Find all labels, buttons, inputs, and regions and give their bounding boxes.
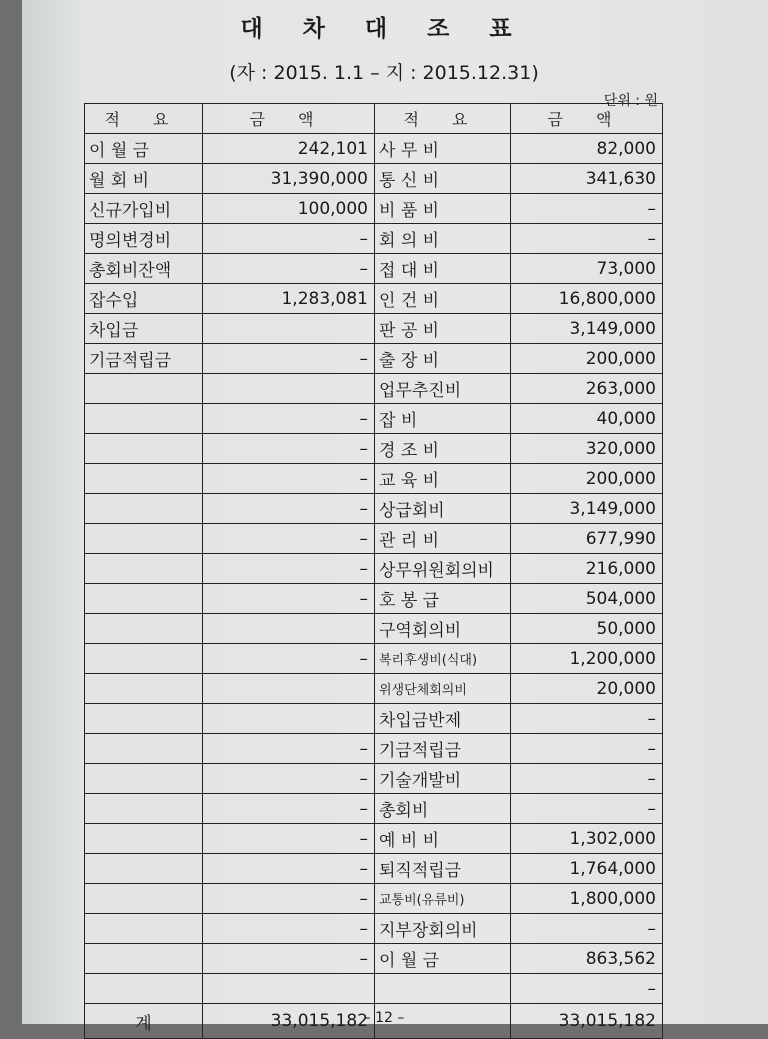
left-amount-cell: 100,000	[203, 194, 375, 224]
right-amount-cell: 82,000	[511, 134, 663, 164]
right-amount-cell: –	[511, 704, 663, 734]
right-desc-cell: 위생단체회의비	[375, 674, 511, 704]
left-desc-cell	[85, 494, 203, 524]
left-desc-cell	[85, 524, 203, 554]
unit-label: 단위 : 원	[603, 93, 658, 109]
right-desc-cell: 판 공 비	[375, 314, 511, 344]
left-amount-cell: –	[203, 404, 375, 434]
right-desc-cell: 출 장 비	[375, 344, 511, 374]
right-desc-cell: 지부장회의비	[375, 914, 511, 944]
table-row	[85, 644, 663, 674]
left-amount-cell: –	[203, 794, 375, 824]
right-amount-cell: 200,000	[511, 344, 663, 374]
left-amount-cell: 242,101	[203, 134, 375, 164]
right-amount-cell: 3,149,000	[511, 314, 663, 344]
left-desc-cell	[85, 824, 203, 854]
left-amount-cell: –	[203, 554, 375, 584]
left-amount-cell	[203, 374, 375, 404]
left-amount-cell: –	[203, 944, 375, 974]
left-amount-cell: –	[203, 254, 375, 284]
left-amount-cell: –	[203, 734, 375, 764]
right-desc-cell: 잡 비	[375, 404, 511, 434]
page-number: – 12 –	[363, 1010, 405, 1026]
right-amount-cell: 20,000	[511, 674, 663, 704]
header-right-desc: 적 요	[375, 104, 511, 134]
left-desc-cell	[85, 734, 203, 764]
right-amount-cell: 1,764,000	[511, 854, 663, 884]
left-desc-cell	[85, 614, 203, 644]
right-amount-cell: –	[511, 224, 663, 254]
left-amount-cell	[203, 974, 375, 1004]
table-row	[85, 884, 663, 914]
left-desc-cell	[85, 674, 203, 704]
table-row	[85, 134, 663, 164]
document-title: 대 차 대 조 표	[240, 16, 528, 42]
right-desc-cell: 상무위원회의비	[375, 554, 511, 584]
right-amount-cell: 263,000	[511, 374, 663, 404]
right-desc-cell: 복리후생비(식대)	[375, 644, 511, 674]
table-row	[85, 314, 663, 344]
ledger-body	[85, 134, 663, 1004]
right-amount-cell: 50,000	[511, 614, 663, 644]
right-amount-cell: 3,149,000	[511, 494, 663, 524]
table-row	[85, 224, 663, 254]
left-amount-cell: –	[203, 854, 375, 884]
table-row	[85, 284, 663, 314]
right-amount-cell: 677,990	[511, 524, 663, 554]
right-desc-cell: 경 조 비	[375, 434, 511, 464]
table-row	[85, 974, 663, 1004]
left-desc-cell	[85, 764, 203, 794]
right-amount-cell: 863,562	[511, 944, 663, 974]
right-desc-cell: 업무추진비	[375, 374, 511, 404]
left-amount-cell	[203, 674, 375, 704]
right-desc-cell: 회 의 비	[375, 224, 511, 254]
table-row	[85, 404, 663, 434]
table-row	[85, 494, 663, 524]
right-amount-cell: 341,630	[511, 164, 663, 194]
left-desc-cell	[85, 944, 203, 974]
right-desc-cell: 기금적립금	[375, 734, 511, 764]
left-desc-cell: 차입금	[85, 314, 203, 344]
right-desc-cell: 퇴직적립금	[375, 854, 511, 884]
left-amount-cell: –	[203, 344, 375, 374]
left-desc-cell	[85, 644, 203, 674]
balance-sheet-table	[84, 103, 663, 1039]
total-left-amount: 33,015,182	[203, 1004, 375, 1039]
left-desc-cell: 잡수입	[85, 284, 203, 314]
right-desc-cell: 교 육 비	[375, 464, 511, 494]
right-desc-cell: 예 비 비	[375, 824, 511, 854]
left-desc-cell	[85, 554, 203, 584]
table-row	[85, 554, 663, 584]
left-desc-cell: 총회비잔액	[85, 254, 203, 284]
right-amount-cell: –	[511, 914, 663, 944]
right-desc-cell: 호 봉 급	[375, 584, 511, 614]
table-row	[85, 464, 663, 494]
table-row	[85, 854, 663, 884]
left-desc-cell	[85, 374, 203, 404]
left-desc-cell	[85, 794, 203, 824]
table-row	[85, 704, 663, 734]
left-desc-cell: 명의변경비	[85, 224, 203, 254]
left-amount-cell: –	[203, 644, 375, 674]
total-right-amount: 33,015,182	[511, 1004, 663, 1039]
table-row	[85, 794, 663, 824]
right-desc-cell: 접 대 비	[375, 254, 511, 284]
right-amount-cell: –	[511, 794, 663, 824]
right-desc-cell: 비 품 비	[375, 194, 511, 224]
right-amount-cell: –	[511, 194, 663, 224]
total-label: 계	[85, 1004, 203, 1039]
left-amount-cell: –	[203, 224, 375, 254]
right-desc-cell: 인 건 비	[375, 284, 511, 314]
right-amount-cell: 73,000	[511, 254, 663, 284]
left-desc-cell	[85, 404, 203, 434]
right-desc-cell: 사 무 비	[375, 134, 511, 164]
left-amount-cell: –	[203, 434, 375, 464]
table-row	[85, 614, 663, 644]
left-amount-cell: 1,283,081	[203, 284, 375, 314]
period-range: (자 : 2015. 1.1 – 지 : 2015.12.31)	[229, 62, 539, 84]
left-amount-cell: –	[203, 914, 375, 944]
table-row	[85, 194, 663, 224]
left-desc-cell	[85, 464, 203, 494]
table-row	[85, 344, 663, 374]
right-desc-cell: 차입금반제	[375, 704, 511, 734]
right-amount-cell: 320,000	[511, 434, 663, 464]
table-row	[85, 674, 663, 704]
left-desc-cell	[85, 704, 203, 734]
table-row	[85, 374, 663, 404]
header-left-amount: 금 액	[203, 104, 375, 134]
right-desc-cell: 기술개발비	[375, 764, 511, 794]
left-amount-cell: –	[203, 584, 375, 614]
right-desc-cell: 교통비(유류비)	[375, 884, 511, 914]
left-amount-cell: –	[203, 764, 375, 794]
left-desc-cell: 기금적립금	[85, 344, 203, 374]
right-amount-cell: 40,000	[511, 404, 663, 434]
right-amount-cell: 1,302,000	[511, 824, 663, 854]
right-desc-cell	[375, 974, 511, 1004]
left-amount-cell: –	[203, 464, 375, 494]
right-desc-cell: 관 리 비	[375, 524, 511, 554]
left-amount-cell	[203, 704, 375, 734]
left-desc-cell: 이 월 금	[85, 134, 203, 164]
left-desc-cell: 월 회 비	[85, 164, 203, 194]
header-right-amount: 금 액	[511, 104, 663, 134]
left-amount-cell: 31,390,000	[203, 164, 375, 194]
right-amount-cell: –	[511, 974, 663, 1004]
table-row	[85, 914, 663, 944]
right-amount-cell: 1,200,000	[511, 644, 663, 674]
right-desc-cell: 구역회의비	[375, 614, 511, 644]
table-row	[85, 824, 663, 854]
right-amount-cell: 16,800,000	[511, 284, 663, 314]
right-amount-cell: 200,000	[511, 464, 663, 494]
table-row	[85, 944, 663, 974]
left-desc-cell	[85, 584, 203, 614]
header-left-desc: 적 요	[85, 104, 203, 134]
left-amount-cell	[203, 614, 375, 644]
right-desc-cell: 통 신 비	[375, 164, 511, 194]
table-row	[85, 734, 663, 764]
table-row	[85, 254, 663, 284]
right-amount-cell: 504,000	[511, 584, 663, 614]
left-desc-cell	[85, 974, 203, 1004]
left-desc-cell: 신규가입비	[85, 194, 203, 224]
right-amount-cell: –	[511, 734, 663, 764]
right-amount-cell: 216,000	[511, 554, 663, 584]
right-desc-cell: 이 월 금	[375, 944, 511, 974]
right-desc-cell: 총회비	[375, 794, 511, 824]
left-desc-cell	[85, 884, 203, 914]
table-row	[85, 434, 663, 464]
left-amount-cell: –	[203, 494, 375, 524]
right-amount-cell: –	[511, 764, 663, 794]
left-amount-cell: –	[203, 524, 375, 554]
table-row	[85, 764, 663, 794]
left-desc-cell	[85, 854, 203, 884]
left-desc-cell	[85, 914, 203, 944]
right-desc-cell: 상급회비	[375, 494, 511, 524]
left-amount-cell: –	[203, 824, 375, 854]
table-row	[85, 524, 663, 554]
table-row	[85, 584, 663, 614]
left-desc-cell	[85, 434, 203, 464]
right-amount-cell: 1,800,000	[511, 884, 663, 914]
left-amount-cell: –	[203, 884, 375, 914]
table-row	[85, 164, 663, 194]
left-amount-cell	[203, 314, 375, 344]
header-row	[85, 104, 663, 134]
